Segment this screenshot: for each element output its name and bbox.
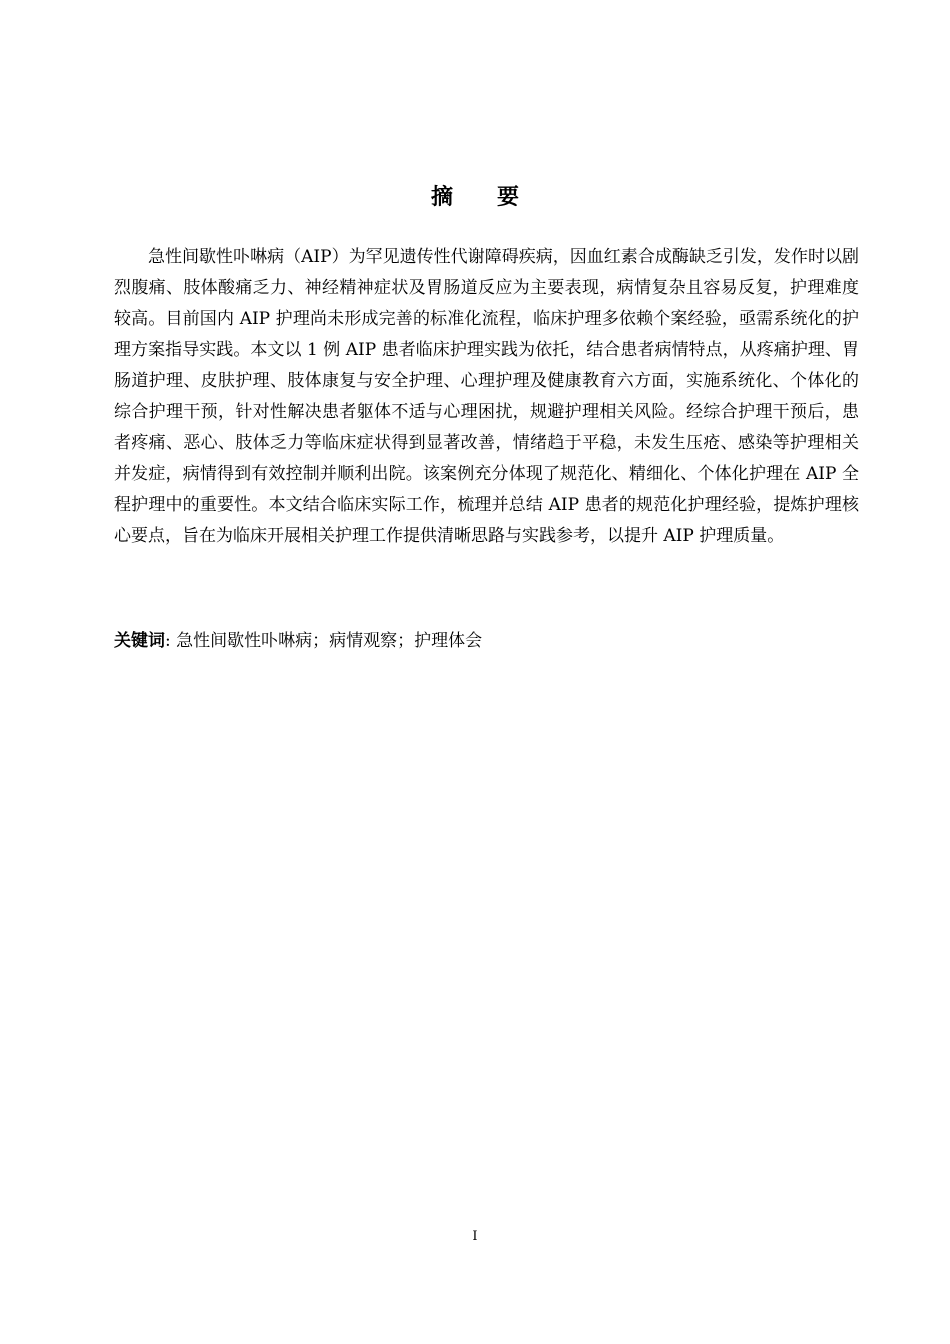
keywords-text: 急性间歇性卟啉病；病情观察；护理体会 bbox=[176, 631, 483, 651]
keywords-separator: : bbox=[165, 631, 177, 651]
keywords-label: 关键词 bbox=[114, 631, 165, 651]
abstract-body: 急性间歇性卟啉病（AIP）为罕见遗传性代谢障碍疾病，因血红素合成酶缺乏引发，发作时以剧烈腹痛、肢体酸痛乏力、神经精神症状及胃肠道反应为主要表现，病情复杂且容易反复，护理难度较高。目前国内 AIP 护理尚未形成完善的标准化流程，临床护理多依赖个案经验，亟需系统化的护理方案指导实践。本文以 1 例 AIP 患者临床护理实践为依托，结合患者病情特点，从疼痛护理、胃肠道护理、皮肤护理、肢体康复与安全护理、心理护理及健康教育六方面，实施系统化、个体化的综合护理干预，针对性解决患者躯体不适与心理困扰，规避护理相关风险。经综合护理干预后，患者疼痛、恶心、肢体乏力等临床症状得到显著改善，情绪趋于平稳，未发生压疮、感染等护理相关并发症，病情得到有效控制并顺利出院。该案例充分体现了规范化、精细化、个体化护理在 AIP 全程护理中的重要性。本文结合临床实际工作，梳理并总结 AIP 患者的规范化护理经验，提炼护理核心要点，旨在为临床开展相关护理工作提供清晰思路与实践参考，以提升 AIP 护理质量。 bbox=[114, 247, 859, 546]
page-number: I bbox=[472, 1229, 478, 1244]
abstract-title: 摘 要 bbox=[430, 185, 519, 210]
keywords-line bbox=[114, 626, 859, 657]
